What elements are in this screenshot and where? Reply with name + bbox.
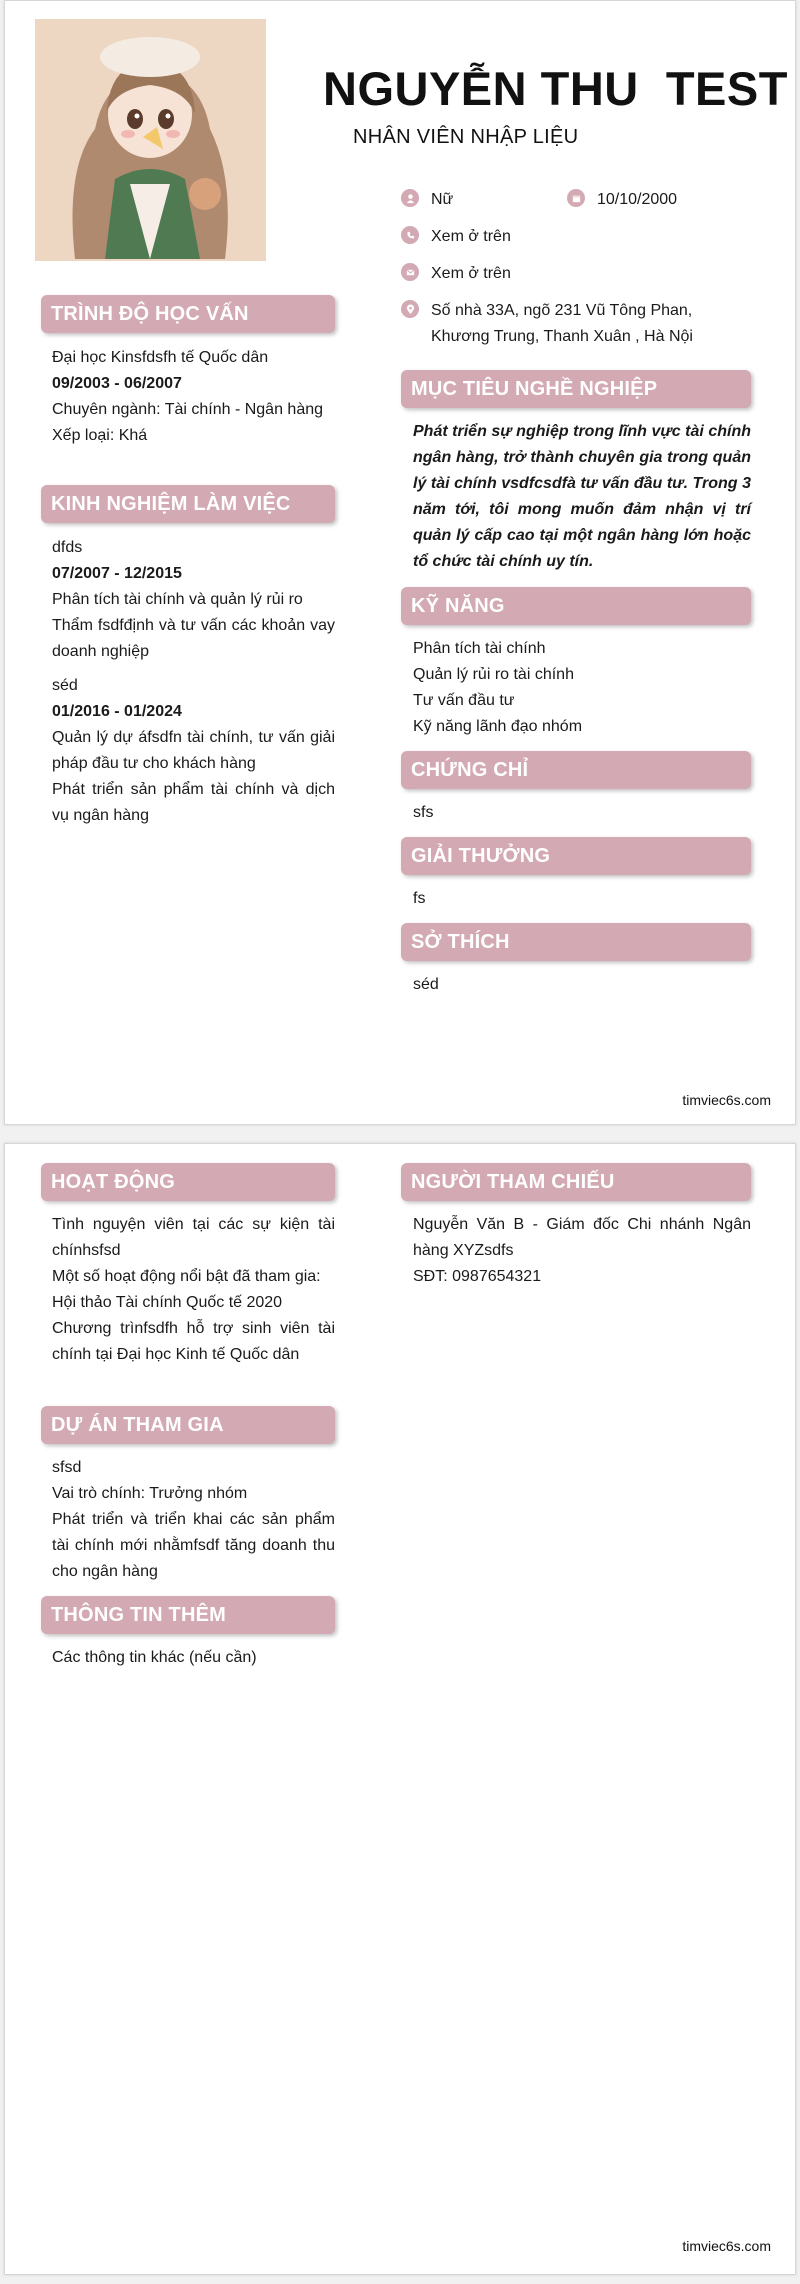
experience-duty: Phát triển sản phẩm tài chính và dịch vụ ngân hàng (52, 781, 335, 824)
section-projects-heading: DỰ ÁN THAM GIA (41, 1406, 335, 1444)
profile-photo (35, 19, 266, 261)
section-certificates-heading: CHỨNG CHỈ (401, 751, 751, 789)
education-period: 09/2003 - 06/2007 (52, 375, 182, 392)
section-skills-body (413, 636, 751, 740)
section-education-heading: TRÌNH ĐỘ HỌC VẤN (41, 295, 335, 333)
activity-item: Tình nguyện viên tại các sự kiện tài chínhsfsd (52, 1216, 335, 1259)
experience-period: 07/2007 - 12/2015 (52, 565, 182, 582)
section-additional-heading: THÔNG TIN THÊM (41, 1596, 335, 1634)
footer-brand: timviec6s.com (682, 2238, 771, 2254)
skill-item: Kỹ năng lãnh đạo nhóm (413, 718, 583, 735)
section-experience-body (52, 535, 335, 829)
footer-brand: timviec6s.com (682, 1092, 771, 1108)
objective-text: Phát triển sự nghiệp trong lĩnh vực tài chính ngân hàng, trở thành chuyên gia trong quản lý tài chính vsdfcsdfà tư vấn đầu tư. Trong 3 năm tới, tôi mong muốn đảm nhận vị trí quản lý cấp cao tại một ngân hàng lớn hoặc tổ chức tài chính uy tín. (413, 423, 751, 570)
skill-item: Tư vấn đầu tư (413, 692, 515, 709)
activity-item: Chương trìnfsdfh hỗ trợ sinh viên tài chính tại Đại học Kinh tế Quốc dân (52, 1320, 335, 1363)
hobbies-text: séd (413, 976, 439, 993)
experience-duty: Thẩm fsdfđịnh và tư vấn các khoản vay doanh nghiệp (52, 617, 335, 660)
section-references-body (413, 1212, 751, 1290)
certificates-text: sfs (413, 804, 434, 821)
contact-email (401, 261, 511, 287)
experience-period: 01/2016 - 01/2024 (52, 703, 182, 720)
education-school: Đại học Kinsfdsfh tế Quốc dân (52, 349, 269, 366)
section-references-heading: NGƯỜI THAM CHIẾU (401, 1163, 751, 1201)
education-grade: Xếp loại: Khá (52, 427, 148, 444)
experience-company: séd (52, 677, 78, 694)
address-value: Số nhà 33A, ngõ 231 Vũ Tông Phan, Khương Trung, Thanh Xuân , Hà Nội (431, 302, 693, 345)
section-objective-heading: MỤC TIÊU NGHỀ NGHIỆP (401, 370, 751, 408)
cv-page-2 (4, 1143, 796, 2275)
activity-item: Hội thảo Tài chính Quốc tế 2020 (52, 1294, 283, 1311)
skill-item: Phân tích tài chính (413, 640, 546, 657)
reference-phone: SĐT: 0987654321 (413, 1268, 542, 1285)
phone-value: Xem ở trên (431, 228, 511, 245)
section-hobbies-heading: SỞ THÍCH (401, 923, 751, 961)
education-major: Chuyên ngành: Tài chính - Ngân hàng (52, 401, 324, 418)
job-title: NHÂN VIÊN NHẬP LIỆU (353, 126, 579, 148)
skill-item: Quản lý rủi ro tài chính (413, 666, 574, 683)
section-skills-heading: KỸ NĂNG (401, 587, 751, 625)
experience-duty: Quản lý dự áfsdfn tài chính, tư vấn giải pháp đầu tư cho khách hàng (52, 729, 335, 772)
section-activities-heading: HOẠT ĐỘNG (41, 1163, 335, 1201)
contact-birthday (567, 187, 677, 213)
avatar-illustration (35, 19, 266, 261)
phone-icon (401, 226, 419, 244)
section-education-body (52, 345, 335, 449)
section-experience-heading: KINH NGHIỆM LÀM VIỆC (41, 485, 335, 523)
reference-person: Nguyễn Văn B - Giám đốc Chi nhánh Ngân hàng XYZsdfs (413, 1216, 751, 1259)
experience-duty: Phân tích tài chính và quản lý rủi ro (52, 591, 303, 608)
calendar-icon (567, 189, 585, 207)
email-icon (401, 263, 419, 281)
section-projects-body (52, 1455, 335, 1585)
contact-phone (401, 224, 511, 250)
candidate-name: NGUYỄN THU TEST (323, 62, 788, 115)
cv-page-1 (4, 0, 796, 1125)
project-description: Phát triển và triển khai các sản phẩm tài chính mới nhằmfsdf tăng doanh thu cho ngân hàng (52, 1511, 335, 1580)
section-awards-heading: GIẢI THƯỞNG (401, 837, 751, 875)
project-role: Vai trò chính: Trưởng nhóm (52, 1485, 248, 1502)
contact-gender (401, 187, 453, 213)
gender-icon (401, 189, 419, 207)
experience-company: dfds (52, 539, 83, 556)
location-pin-icon (401, 300, 419, 318)
additional-text: Các thông tin khác (nếu cần) (52, 1649, 257, 1666)
gender-value: Nữ (431, 191, 454, 208)
project-name: sfsd (52, 1459, 82, 1476)
contact-address (401, 298, 721, 350)
birthday-value: 10/10/2000 (597, 191, 678, 208)
activity-item: Một số hoạt động nổi bật đã tham gia: (52, 1268, 321, 1285)
section-activities-body (52, 1212, 335, 1368)
email-value: Xem ở trên (431, 265, 511, 282)
awards-text: fs (413, 890, 426, 907)
